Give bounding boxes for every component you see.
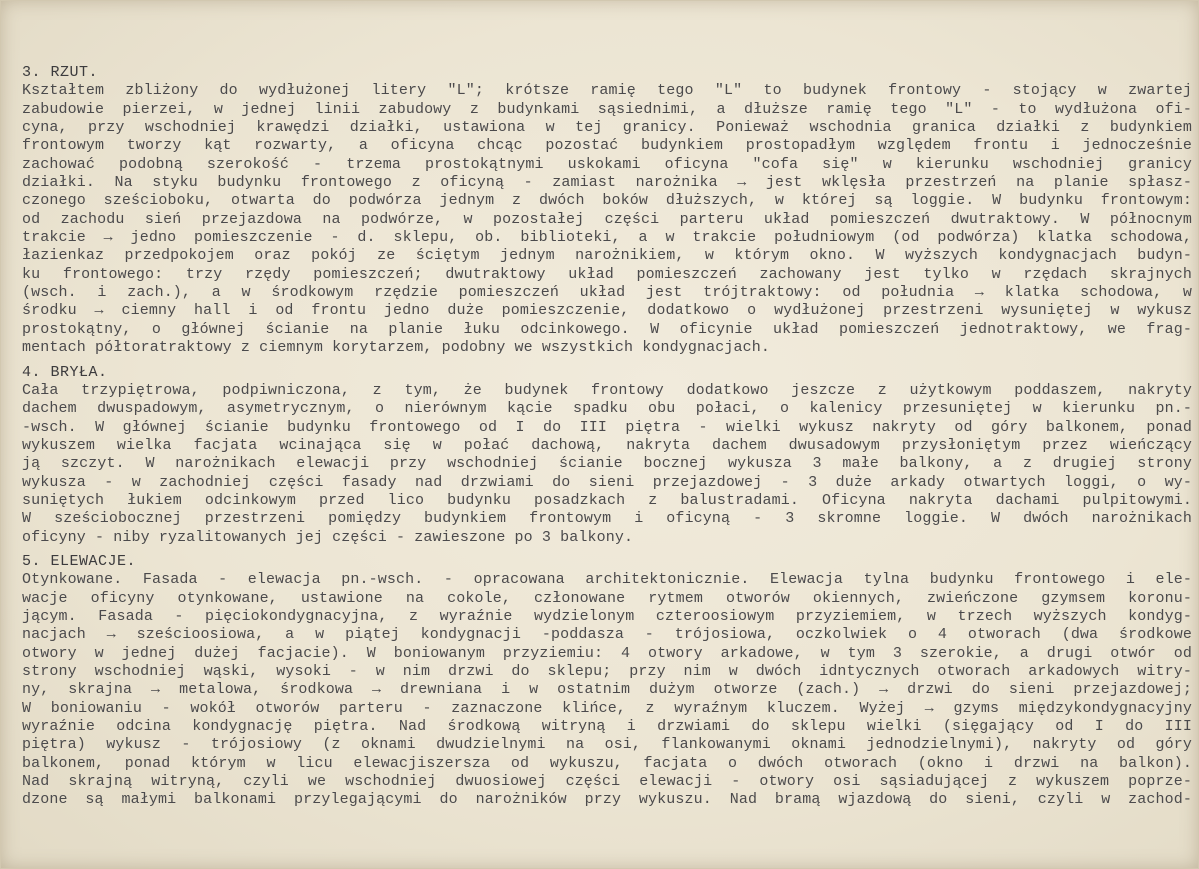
text-line: ku frontowego: trzy rzędy pomieszczeń; dwutraktowy układ pomieszczeń zachowany jest tylko w rzędach skrajnych	[22, 265, 1192, 283]
text-line: Cała trzypiętrowa, podpiwniczona, z tym, że budynek frontowy dodatkowo jeszcze z użytkowym poddaszem, nakryty	[22, 381, 1192, 399]
text-line: frontowym tworzy kąt rozwarty, a oficyna chcąc pozostać budynkiem prostopadłym względem frontu i jednocześnie	[22, 137, 1192, 155]
text-line: wykusza - w zachodniej części fasady nad drzwiami do sieni przejazdowej - 3 duże arkady otwartych loggi, o wy-	[22, 473, 1192, 491]
text-line: Kształtem zbliżony do wydłużonej litery "L"; krótsze ramię tego "L" to budynek frontowy - stojący w zwartej	[22, 82, 1192, 100]
text-line: ją szczyt. W narożnikach elewacji przy wschodniej ścianie bocznej wykusza 3 małe balkony, a z drugiej strony	[22, 455, 1192, 473]
section-heading: 4. BRYŁA.	[22, 363, 108, 381]
section-heading: 5. ELEWACJE.	[22, 552, 137, 570]
text-line: otwory w jednej dużej facjacie). W boniowanym przyziemiu: 4 otwory arkadowe, w tym 3 szerokie, a drugi otwór od	[22, 644, 1192, 662]
text-line: W boniowaniu - wokół otworów parteru - zaznaczone klińce, z wyraźnym kluczem. Wyżej → gzyms międzykondygnacyjny	[22, 699, 1192, 717]
text-line: balkonem, ponad którym w licu elewacjiszersza od wykuszu, facjata o dwóch otworach (okno i drzwi na balkon).	[22, 754, 1192, 772]
text-line: piętra) wykusz - trójosiowy (z oknami dwudzielnymi na osi, flankowanymi oknami jednodzielnymi), nakryty od góry	[22, 736, 1192, 754]
text-line: wykuszem wielka facjata wcinająca się w połać dachową, nakryta dachem dwusadowym przysłoniętym przez wieńczący	[22, 436, 1192, 454]
text-line: W sześciobocznej przestrzeni pomiędzy budynkiem frontowym i oficyną - 3 skromne loggie. W dwóch narożnikach	[22, 510, 1192, 528]
text-line: Nad skrajną witryną, czyli we wschodniej dwuosiowej części elewacji - otwory osi sąsiadującej z wykuszem poprze-	[22, 773, 1192, 791]
text-line: działki. Na styku budynku frontowego z oficyną - zamiast narożnika → jest wklęsła przestrzeń na planie spłasz-	[22, 174, 1192, 192]
text-line: wacje oficyny otynkowane, ustawione na cokole, członowane rytmem otworów okiennych, zwieńczone gzymsem koronu-	[22, 589, 1192, 607]
text-line: ny, skrajna → metalowa, środkowa → drewniana i w ostatnim dużym otworze (zach.) → drzwi do sieni przejazdowej;	[22, 681, 1192, 699]
text-line: od zachodu sień przejazdowa na podwórze, w pozostałej części parteru układ pomieszczeń dwutraktowy. W północnym	[22, 210, 1192, 228]
text-line: dzone są małymi balkonami przylegającymi do narożników przy wykuszu. Nad bramą wjazdową do sieni, czyli w zachod-	[22, 791, 1192, 809]
text-line: czonego sześcioboku, otwarta do podwórza jednym z dwóch boków dłuższych, w której są loggie. W budynku frontowym:	[22, 192, 1192, 210]
text-line: trakcie → jedno pomieszczenie - d. sklepu, ob. biblioteki, a w trakcie południowym (od podwórza) klatka schodowa,	[22, 229, 1192, 247]
section-heading: 3. RZUT.	[22, 64, 99, 81]
text-line: łazienkaz przedpokojem oraz pokój ze ściętym jednym narożnikiem, w którym okno. W wyższych kondygnacjach budyn-	[22, 247, 1192, 265]
section-rzut	[22, 64, 1192, 358]
section-bryla	[22, 364, 1192, 547]
text-line: (wsch. i zach.), a w środkowym rzędzie pomieszczeń układ jest trójtraktowy: od południa → klatka schodowa, w	[22, 284, 1192, 302]
text-line: nacjach → sześcioosiowa, a w piątej kondygnacji -poddasza - trójosiowa, oczkolwiek o 4 otworach (dwa środkowe	[22, 626, 1192, 644]
text-line: suniętych łukiem odcinkowym przed lico budynku posadzkach z balustradami. Oficyna nakryta dachami pulpitowymi.	[22, 491, 1192, 509]
text-line: dachem dwuspadowym, asymetrycznym, o nierównym kącie spadku obu połaci, o kalenicy przesuniętej w kierunku pn.-	[22, 400, 1192, 418]
document-body	[22, 64, 1192, 810]
text-line: środku → ciemny hall i od frontu jedno duże pomieszczenie, dodatkowo o wydłużonej przestrzeni wysuniętej w wykusz	[22, 302, 1192, 320]
text-line: mentach półtoratraktowy z ciemnym korytarzem, podobny we wszystkich kondygnacjach.	[22, 339, 770, 357]
text-line: zabudowie pierzei, w jednej linii zabudowy z budynkami sąsiednimi, a dłuższe ramię tego "L" - to wydłużona ofi-	[22, 100, 1192, 118]
text-line: wyraźnie odcina kondygnację piętra. Nad środkową witryną i drzwiami do sklepu wielki (sięgający od I do III	[22, 718, 1192, 736]
text-line: prostokątny, o głównej ścianie na planie łuku odcinkowego. W oficynie układ pomieszczeń jednotraktowy, we frag-	[22, 320, 1192, 338]
text-line: strony wschodniej wąski, wysoki - w nim drzwi do sklepu; przy nim w dwóch idntycznych otworach arkadowych witry-	[22, 663, 1192, 680]
text-line: zachować podobną szerokość - trzema prostokątnymi uskokami oficyna "cofa się" w kierunku wschodniej granicy	[22, 155, 1192, 173]
text-line: jącym. Fasada - pięciokondygnacyjna, z wyraźnie wydzielonym czteroosiowym przyziemiem, w trzech wyższych kondyg-	[22, 607, 1192, 625]
text-line: cyna, przy wschodniej krawędzi działki, ustawiona w tej granicy. Ponieważ wschodnia granica działki z budynkiem	[22, 119, 1192, 137]
section-elewacje	[22, 553, 1192, 810]
text-line: -wsch. W głównej ścianie budynku frontowego od I do III piętra - wielki wykusz nakryty od góry balkonem, ponad	[22, 418, 1192, 436]
text-line: oficyny - niby ryzalitowanych jej części - zawieszone po 3 balkony.	[22, 528, 634, 546]
text-line: Otynkowane. Fasada - elewacja pn.-wsch. - opracowana architektonicznie. Elewacja tylna budynku frontowego i ele-	[22, 571, 1192, 589]
